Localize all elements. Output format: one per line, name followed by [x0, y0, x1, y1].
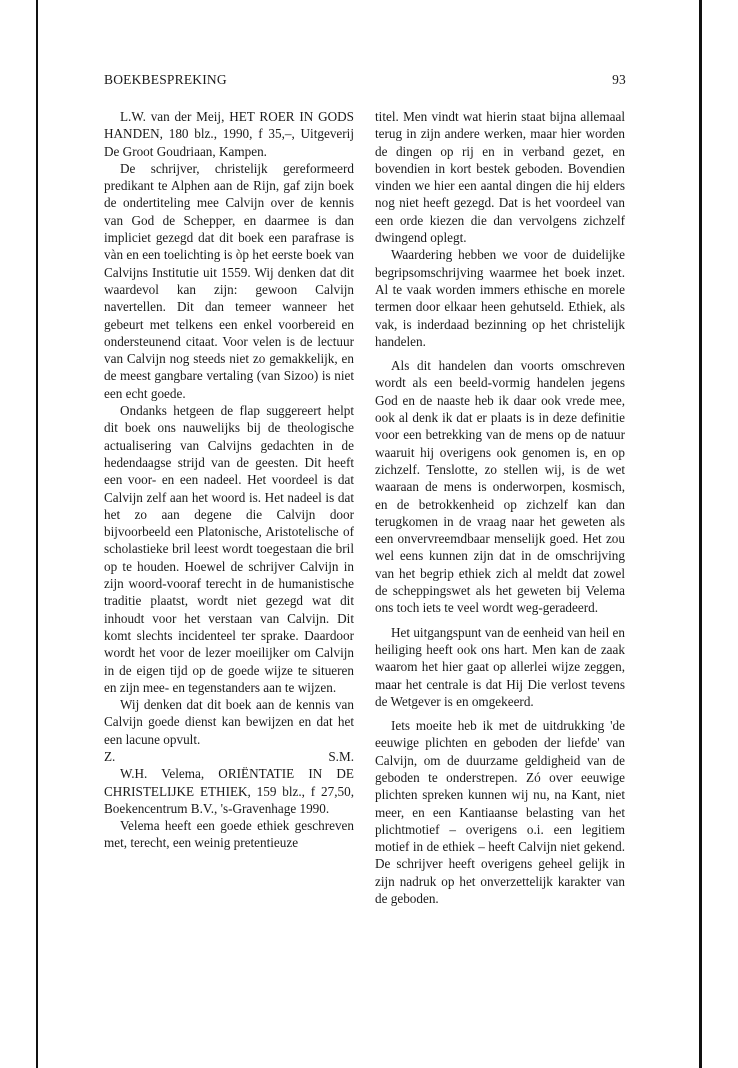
review2-paragraph-3: Als dit handelen dan voorts omschreven wordt als een beeld-vormig handelen jegens God en de naaste heb ik daar ook vrede mee, ook al denk ik dat er plaats is in deze definitie voor een betrekking van de mens op de natuur waaruit hij overigens ook genomen is, en op zichzelf. Tenslotte, zo stellen wij, is de wet waaraan de mens is onderworpen, kosmisch, en de betrokkenheid op zichzelf kan dan terugkomen in de vraag naar het geweten als een onvervreemdbaar menselijk goed. Het zou wel eens kunnen zijn dat in de omschrijving van het begrip ethiek zich al meldt dat zowel de scheppingswet als het geweten bij Velema ons toch iets te veel wordt weg-geradeerd.: [375, 358, 625, 616]
signature-right: S.M.: [328, 748, 354, 764]
review2-paragraph-4: Het uitgangspunt van de eenheid van heil en heiliging heeft ook ons hart. Men kan de zaak waarom het hier gaat op allerlei wijze zeggen, maar het centrale is dat Hij Die verlost tevens de Wetgever is en omgekeerd.: [375, 624, 626, 709]
review2-paragraph-1: Velema heeft een goede ethiek geschreven met, terecht, een weinig pretentieuze: [104, 818, 354, 851]
review1-bibliography: L.W. van der Meij, HET ROER IN GODS HANDEN, 180 blz., 1990, f 35,–, Uitgeverij De Groot Goudriaan, Kampen.: [104, 109, 354, 159]
review2-bibliography: W.H. Velema, ORIËNTATIE IN DE CHRISTELIJKE ETHIEK, 159 blz., f 27,50, Boekencentrum B.V., 's-Gravenhage 1990.: [104, 766, 354, 816]
page-number: 93: [612, 72, 626, 87]
review2-paragraph-5: Iets moeite heb ik met de uitdrukking 'de eeuwige plichten en geboden der liefde' van Calvijn, om de duurzame geldigheid van de geboden te onderstrepen. Zó over eeuwige plichten spreken kunnen wij nu, na Kant, niet meer, en een Kantiaanse belasting van het plichtmotief – overigens o.i. een legitiem motief in de ethiek – heeft Calvijn niet gekend. De schrijver heeft overigens geheel gelijk in zijn nadruk op het onverzettelijk karakter van de geboden.: [375, 718, 625, 907]
left-column: [104, 108, 354, 852]
right-column: [375, 108, 625, 907]
review2-paragraph-2: Waardering hebben we voor de duidelijke begripsomschrijving waarmee het boek inzet. Al te vaak worden immers ethische en morele termen door elkaar heen gehutseld. Ethiek, als vak, is inderdaad bezinning op het christelijk handelen.: [375, 247, 625, 349]
page-edge-right: [699, 0, 702, 1068]
review1-paragraph-1: De schrijver, christelijk gereformeerd predikant te Alphen aan de Rijn, gaf zijn boek de ondertiteling mee Calvijn over de kennis van God de Schepper, en daarmee is dan impliciet gezegd dat dit boek een parafrase is vàn en een toelichting is òp het eerste boek van Calvijns Institutie uit 1559. Wij denken dat dit waardevol kan zijn: gewoon Calvijn navertellen. Dit dan temeer wanneer het gebeurt met telkens een enkel voorbereid en ondersteunend citaat. Voor velen is de lectuur van Calvijn nog steeds niet zo gemakkelijk, en de meest gangbare vertaling (van Sizoo) is niet een echt goede.: [104, 160, 354, 401]
running-title: BOEKBESPREKING: [104, 72, 227, 87]
signature-left: Z.: [104, 748, 116, 764]
review2-paragraph-continued: titel. Men vindt wat hierin staat bijna allemaal terug in zijn andere werken, maar hier worden de dingen op rij en in verband gezet, en bovendien in kort bestek geboden. Bovendien vinden we hier een aantal dingen die hij elders nog niet heeft gezegd. Dat is het voordeel van een orde kiezen die dan vervolgens zichzelf dwingend oplegt.: [375, 109, 625, 246]
review1-paragraph-3: Wij denken dat dit boek aan de kennis van Calvijn goede dienst kan bewijzen en dat het een lacune opvult.: [104, 697, 354, 747]
review1-signature: [104, 748, 354, 765]
page-header: [104, 72, 626, 94]
page-edge-left: [36, 0, 38, 1068]
review1-paragraph-2: Ondanks hetgeen de flap suggereert helpt dit boek ons nauwelijks bij de theologische actualisering van Calvijns gedachten in de hedendaagse strijd van de geesten. Dit heeft een voor- en een nadeel. Het voordeel is dat Calvijn zelf aan het woord is. Het nadeel is dat het zo aan degene die Calvijn door bijvoorbeeld een Platonische, Aristotelische of scholastieke bril leest wordt toegestaan die bril op te houden. Hoewel de schrijver Calvijn in zijn woord-vooraf terecht in de humanistische traditie plaatst, wordt niet gezegd wat dit inhoudt voor het verstaan van Calvijn. Dit komt slechts incidenteel ter sprake. Daardoor wordt het voor de lezer moeilijker om Calvijn in de eigen tijd op de goede wijze te situeren en zijn mee- en tegenstanders aan te wijzen.: [104, 403, 354, 695]
